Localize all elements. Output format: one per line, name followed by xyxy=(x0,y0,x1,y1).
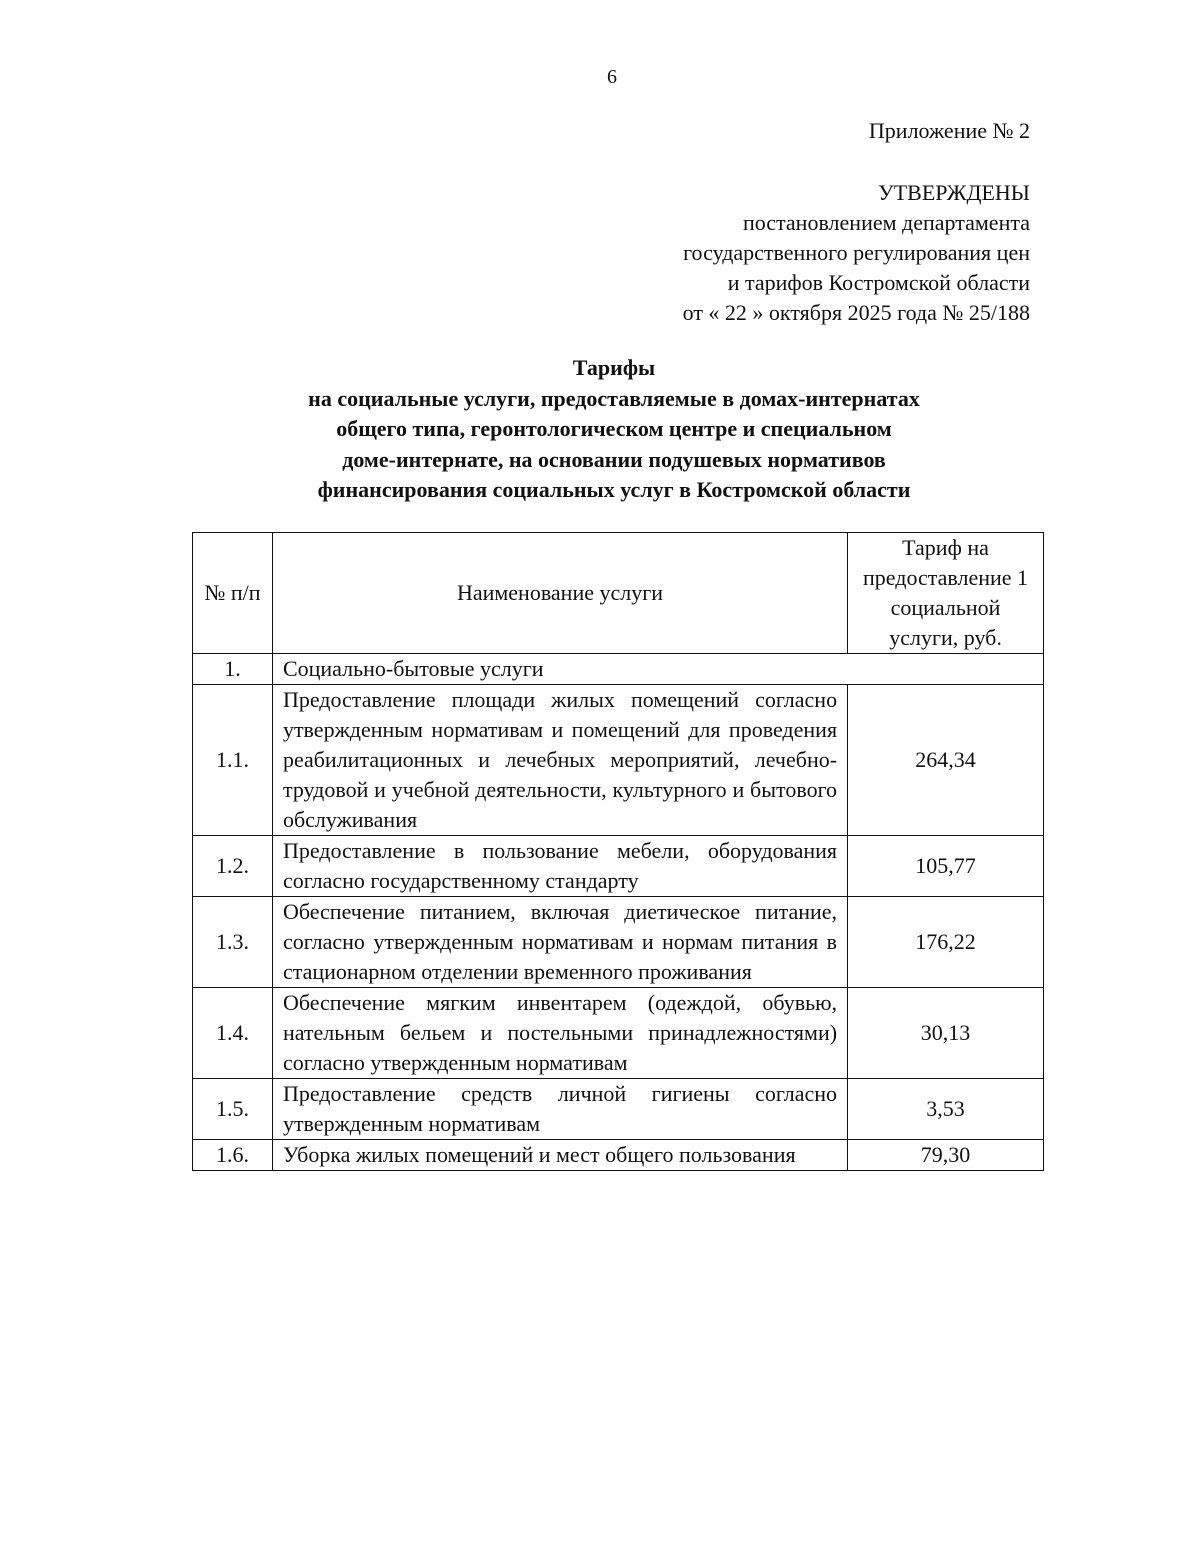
page-number: 6 xyxy=(607,66,617,88)
row-num: 1.3. xyxy=(193,897,273,988)
row-name: Обеспечение питанием, включая диетическое питание, согласно утвержденным нормативам и нормам питания в стационарном отделении временного проживания xyxy=(272,897,847,988)
title-line-4: доме-интернате, на основании подушевых нормативов xyxy=(342,446,886,472)
row-num: 1.1. xyxy=(193,685,273,836)
section-title: Социально-бытовые услуги xyxy=(272,654,1043,685)
approval-line-2: государственного регулирования цен xyxy=(683,240,1030,265)
table-row xyxy=(193,1079,1044,1140)
approval-line-1: постановлением департамента xyxy=(742,210,1030,235)
annex-label: Приложение № 2 xyxy=(868,118,1030,143)
row-num: 1.2. xyxy=(193,836,273,897)
table-row xyxy=(193,897,1044,988)
row-tariff: 264,34 xyxy=(848,685,1044,836)
row-num: 1.4. xyxy=(193,988,273,1079)
row-name: Предоставление в пользование мебели, оборудования согласно государственному стандарту xyxy=(272,836,847,897)
tariffs-table xyxy=(192,532,1044,1171)
row-num: 1.6. xyxy=(193,1140,273,1171)
approval-block xyxy=(683,116,1030,328)
row-tariff: 176,22 xyxy=(848,897,1044,988)
table-row xyxy=(193,836,1044,897)
row-name: Предоставление площади жилых помещений согласно утвержденным нормативам и помещений для проведения реабилитационных и лечебных мероприятий, лечебно-трудовой и учебной деятельности, культурного и бытового обслуживания xyxy=(272,685,847,836)
section-num: 1. xyxy=(193,654,273,685)
table-row xyxy=(193,1140,1044,1171)
title-line-1: Тарифы xyxy=(572,355,656,380)
row-name: Обеспечение мягким инвентарем (одеждой, обувью, нательным бельем и постельными принадлежностями) согласно утвержденным нормативам xyxy=(272,988,847,1079)
approved-label: УТВЕРЖДЕНЫ xyxy=(878,180,1030,205)
row-num: 1.5. xyxy=(193,1079,273,1140)
table-row xyxy=(193,685,1044,836)
title-line-2: на социальные услуги, предоставляемые в домах-интернатах xyxy=(308,385,920,411)
approval-line-4: от « 22 » октября 2025 года № 25/188 xyxy=(682,300,1030,325)
table-row xyxy=(193,988,1044,1079)
section-row xyxy=(193,654,1044,685)
row-tariff: 3,53 xyxy=(848,1079,1044,1140)
approval-line-3: и тарифов Костромской области xyxy=(727,270,1030,295)
table-header-row xyxy=(193,533,1044,654)
document-title xyxy=(0,353,1200,506)
header-tariff: Тариф на предоставление 1 социальной услуги, руб. xyxy=(848,533,1044,654)
row-name: Уборка жилых помещений и мест общего пользования xyxy=(272,1140,847,1171)
row-tariff: 105,77 xyxy=(848,836,1044,897)
header-num: № п/п xyxy=(193,533,273,654)
row-name: Предоставление средств личной гигиены согласно утвержденным нормативам xyxy=(272,1079,847,1140)
header-name: Наименование услуги xyxy=(272,533,847,654)
row-tariff: 79,30 xyxy=(848,1140,1044,1171)
row-tariff: 30,13 xyxy=(848,988,1044,1079)
title-line-5: финансирования социальных услуг в Костромской области xyxy=(317,477,911,502)
title-line-3: общего типа, геронтологическом центре и специальном xyxy=(336,416,892,441)
